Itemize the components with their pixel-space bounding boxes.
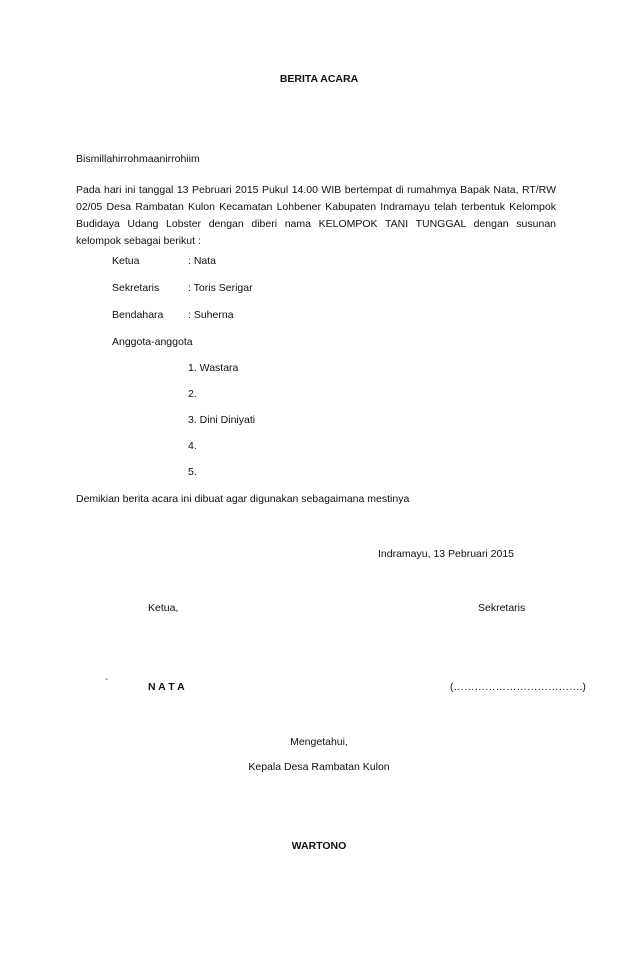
member-item: 1. Wastara (188, 362, 239, 374)
stray-mark: ` (105, 677, 109, 689)
signature-left-name: N A T A (148, 681, 185, 693)
officer-name-ketua: : Nata (188, 255, 217, 267)
place-date: Indramayu, 13 Pebruari 2015 (378, 548, 515, 560)
document-title: BERITA ACARA (279, 73, 359, 85)
members-heading: Anggota-anggota (112, 336, 193, 348)
officer-role-sekretaris: Sekretaris (112, 282, 160, 294)
closing-statement: Demikian berita acara ini dibuat agar digunakan sebagaimana mestinya (76, 493, 410, 505)
signature-right-title: Sekretaris (478, 602, 526, 614)
officer-role-bendahara: Bendahara (112, 309, 164, 321)
officer-role-ketua: Ketua (112, 255, 140, 267)
member-item: 4. (188, 440, 197, 452)
member-item: 5. (188, 466, 197, 478)
member-item: 2. (188, 388, 197, 400)
signature-left-title: Ketua, (148, 602, 179, 614)
member-item: 3. Dini Diniyati (188, 414, 256, 426)
signature-right-name: (……………………………….) (450, 681, 586, 693)
officer-name-sekretaris: : Toris Serigar (188, 282, 253, 294)
opening-greeting: Bismillahirrohmaanirrohiim (76, 153, 200, 165)
acknowledged-label: Mengetahui, (290, 736, 348, 748)
village-head-title: Kepala Desa Rambatan Kulon (248, 761, 390, 773)
village-head-name: WARTONO (291, 840, 347, 852)
intro-paragraph: Pada hari ini tanggal 13 Pebruari 2015 Pukul 14.00 WIB bertempat di rumahmya Bapak Nata, RT/RW 02/05 Desa Rambatan Kulon Kecamatan Lohbener Kabupaten Indramayu telah terbentuk Kelompok Budidaya Udang Lobster dengan diberi nama KELOMPOK TANI TUNGGAL dengan susunan kelompok sebagai berikut : (76, 184, 556, 247)
officer-name-bendahara: : Suherna (188, 309, 234, 321)
